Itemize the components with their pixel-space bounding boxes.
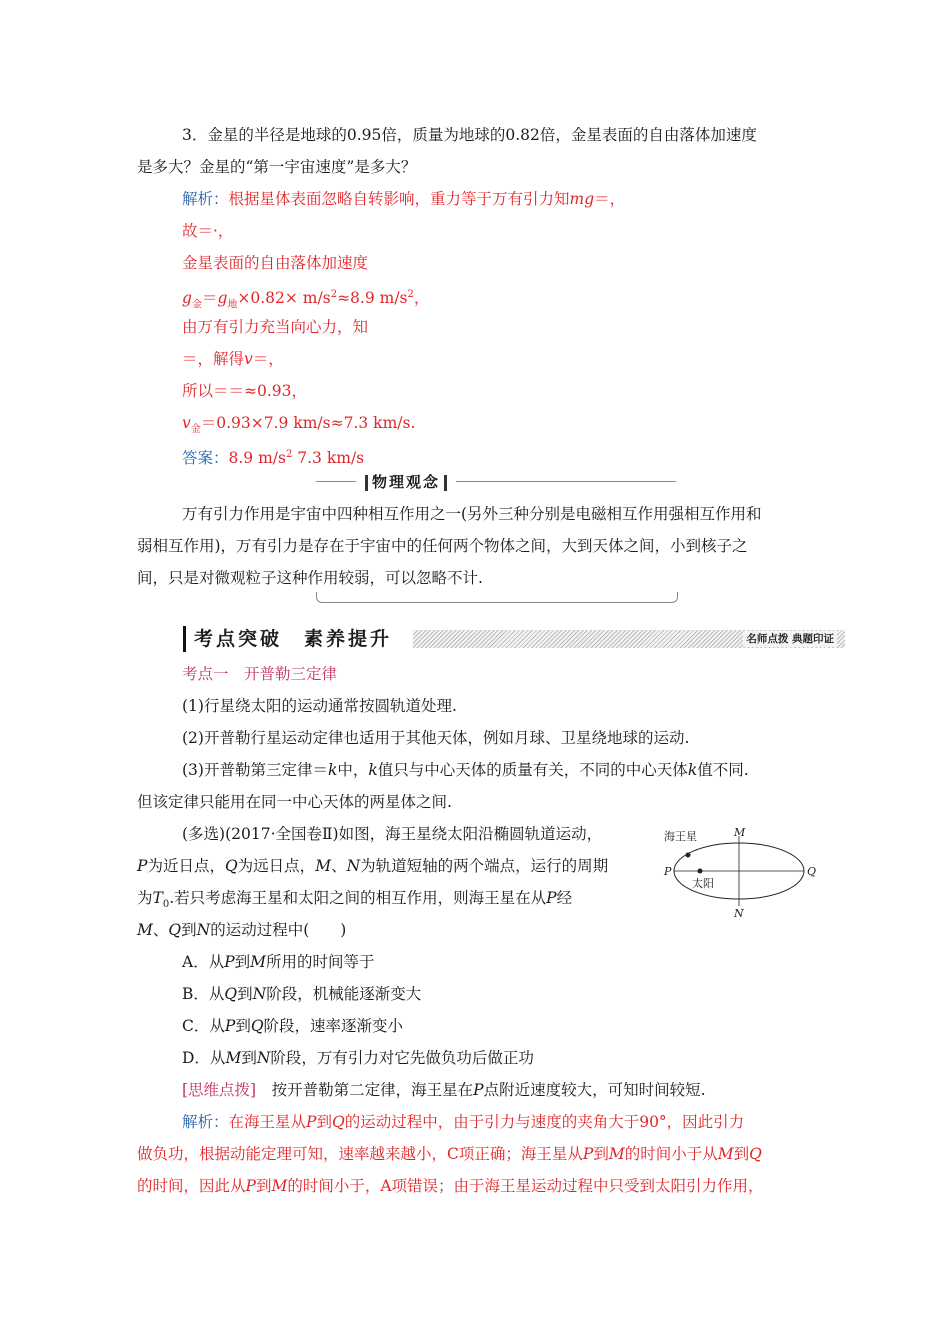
label-Q: Q xyxy=(807,865,817,878)
sol1-c: 的运动过程中，由于引力与速度的夹角大于90°，因此引力 xyxy=(344,1113,745,1131)
hint-a: 按开普勒第二定律，海王星在 xyxy=(271,1081,474,1099)
q3-line2: 是多大？金星的“第一宇宙速度”是多大？ xyxy=(137,158,417,176)
kaodian-heading: 考点一 开普勒三定律 xyxy=(182,665,338,683)
label-M: M xyxy=(734,826,746,839)
sol-label: 解析： xyxy=(182,1113,229,1131)
option-a xyxy=(182,951,375,973)
var-P: P xyxy=(245,1177,256,1195)
var-M: M xyxy=(250,953,267,971)
var-Q: Q xyxy=(331,1113,345,1131)
var-P: P xyxy=(546,889,557,907)
var-g: g xyxy=(182,289,192,308)
option-b xyxy=(182,983,421,1005)
var-g-di: g xyxy=(217,289,228,308)
p3-c: 值只与中心天体的质量有关，不同的中心天体 xyxy=(377,761,688,779)
analysis-text: 根据星体表面忽略自转影响，重力等于万有引力知 xyxy=(228,190,570,208)
q3-line1: 3．金星的半径是地球的0.95倍，质量为地球的0.82倍，金星表面的自由落体加速度 xyxy=(182,126,757,144)
label-P: P xyxy=(664,865,672,878)
optC-b: 到 xyxy=(235,1017,251,1035)
hint-b: 点附近速度较大，可知时间较短. xyxy=(483,1081,706,1099)
l4-sep: 、 xyxy=(152,921,169,939)
var-N: N xyxy=(346,857,361,875)
eq: ＝ xyxy=(201,289,218,308)
var-P: P xyxy=(224,1017,236,1035)
q3-xiangxin: 由万有引力充当向心力，知 xyxy=(182,318,369,336)
option-c xyxy=(182,1015,403,1037)
box-top-left-line xyxy=(316,481,356,482)
analysis-label: 解析： xyxy=(182,190,229,208)
q3-analysis-1 xyxy=(182,188,625,210)
q3-answer xyxy=(182,444,364,469)
label-N: N xyxy=(734,907,744,918)
label-taiyang: 太阳 xyxy=(692,877,714,890)
var-v-jin: v xyxy=(182,414,191,432)
var-M: M xyxy=(225,1049,242,1067)
physics-title-text: 物理观念 xyxy=(371,473,440,491)
jiede-b: ＝， xyxy=(252,350,284,368)
var-M: M xyxy=(717,1145,734,1163)
optD-c: 阶段，万有引力对它先做负功后做正功 xyxy=(270,1049,534,1067)
physics-box-title xyxy=(356,470,456,494)
var-M: M xyxy=(315,857,332,875)
problem-l2 xyxy=(137,855,608,877)
p3-a: (3)开普勒第三定律＝ xyxy=(182,761,328,779)
q3-g-formula xyxy=(182,284,429,316)
sub-jin: 金 xyxy=(191,299,202,311)
g-rest: ×0.82× m/s xyxy=(237,289,331,308)
answer-b: 7.3 km/s xyxy=(292,449,365,468)
g-rest3: ， xyxy=(413,289,430,308)
sup: 2 xyxy=(330,289,338,300)
kaodian-p4: 但该定律只能用在同一中心天体的两星体之间. xyxy=(137,793,452,811)
option-d xyxy=(182,1047,534,1069)
answer-label: 答案： xyxy=(182,449,229,468)
q3-gu: 故＝·， xyxy=(182,222,234,240)
var-k: k xyxy=(687,761,698,779)
title-bar-left xyxy=(365,475,368,491)
optC-a: C．从 xyxy=(182,1017,225,1035)
var-T: T xyxy=(152,889,163,907)
var-P: P xyxy=(306,1113,317,1131)
var-M: M xyxy=(137,921,153,939)
sup: 2 xyxy=(285,449,293,460)
l4-c: 的运动过程中( ) xyxy=(210,921,347,939)
var-v: v xyxy=(244,350,253,368)
var-Q: Q xyxy=(250,1017,264,1035)
p3-d: 值不同. xyxy=(697,761,749,779)
var-P: P xyxy=(224,953,235,971)
sup: 2 xyxy=(407,289,414,300)
var-Q: Q xyxy=(749,1145,762,1163)
jiede-a: ＝，解得 xyxy=(182,350,245,368)
hint-label: [思维点拨] xyxy=(182,1081,257,1099)
optD-b: 到 xyxy=(241,1049,257,1067)
var-M: M xyxy=(608,1145,625,1163)
optB-b: 到 xyxy=(237,985,253,1003)
l4-b: 到 xyxy=(181,921,197,939)
eq-text: ＝， xyxy=(594,190,626,208)
section-title: 考点突破 素养提升 xyxy=(183,626,392,652)
l3-a: 为 xyxy=(137,889,153,907)
q3-v-formula xyxy=(182,412,415,441)
sol2-b: 到 xyxy=(593,1145,609,1163)
kaodian-p2: (2)开普勒行星运动定律也适用于其他天体，例如月球、卫星绕地球的运动. xyxy=(182,729,690,747)
optC-c: 阶段，速率逐渐变小 xyxy=(263,1017,404,1035)
sol3-c: 的时间小于，A项错误；由于海王星运动过程中只受到太阳引力作用， xyxy=(287,1177,764,1195)
box-top-right-line xyxy=(456,481,676,482)
optB-a: B．从 xyxy=(182,985,225,1003)
var-M: M xyxy=(271,1177,288,1195)
section-header-bar xyxy=(183,626,845,652)
problem-l1: (多选)(2017·全国卷Ⅱ)如图，海王星绕太阳沿椭圆轨道运动， xyxy=(182,825,603,843)
section-tag: 名师点拨 典题印证 xyxy=(743,631,837,647)
sol2-c: 的时间小于从 xyxy=(624,1145,718,1163)
sol3-a: 的时间，因此从 xyxy=(137,1177,246,1195)
var-P: P xyxy=(473,1081,484,1099)
var-N: N xyxy=(252,985,267,1003)
sol2-d: 到 xyxy=(733,1145,750,1163)
hint-line xyxy=(182,1079,706,1101)
sol3-b: 到 xyxy=(255,1177,272,1195)
sub-jin: 金 xyxy=(190,424,201,436)
optA-a: A．从 xyxy=(182,953,225,971)
problem-l3 xyxy=(137,887,572,916)
p3-b: 中， xyxy=(337,761,369,779)
l3-c: 经 xyxy=(556,889,573,907)
sub-0: 0 xyxy=(162,899,170,911)
l2-a: 为近日点， xyxy=(147,857,225,875)
q3-jiede xyxy=(182,348,284,370)
l2-c: 、 xyxy=(331,857,347,875)
l2-b: 为远日点， xyxy=(237,857,316,875)
var-N: N xyxy=(256,1049,271,1067)
l2-d: 为轨道短轴的两个端点，运行的周期 xyxy=(360,857,609,875)
var-k: k xyxy=(327,761,338,779)
sol2-a: 做负功，根据动能定理可知，速率越来越小，C项正确；海王星从 xyxy=(137,1145,583,1163)
solution-3 xyxy=(137,1175,764,1197)
var-P: P xyxy=(137,857,148,875)
physics-line1: 万有引力作用是宇宙中四种相互作用之一(另外三种分别是电磁相互作用强相互作用和 xyxy=(182,505,762,523)
neptune-dot xyxy=(686,853,691,858)
answer-a: 8.9 m/s xyxy=(228,449,286,468)
orbit-diagram xyxy=(662,826,822,918)
v-rest: ＝0.93×7.9 km/s≈7.3 km/s. xyxy=(200,414,416,432)
optB-c: 阶段，机械能逐渐变大 xyxy=(266,985,422,1003)
kaodian-p1: (1)行星绕太阳的运动通常按圆轨道处理. xyxy=(182,697,457,715)
l3-b: .若只考虑海王星和太阳之间的相互作用，则海王星在从 xyxy=(169,889,547,907)
problem-l4 xyxy=(137,919,346,941)
label-haiwangxing: 海王星 xyxy=(664,830,697,843)
physics-line2: 弱相互作用)，万有引力是存在于宇宙中的任何两个物体之间，大到天体之间，小到核子之 xyxy=(137,537,748,555)
sol1-b: 到 xyxy=(316,1113,332,1131)
title-bar-right xyxy=(444,475,447,491)
var-P: P xyxy=(582,1145,594,1163)
sun-dot xyxy=(698,869,703,874)
q3-jinxing: 金星表面的自由落体加速度 xyxy=(182,254,369,272)
var-mg: mg xyxy=(569,190,595,208)
physics-line3: 间，只是对微观粒子这种作用较弱，可以忽略不计. xyxy=(137,569,483,587)
optA-c: 所用的时间等于 xyxy=(266,953,375,971)
var-Q: Q xyxy=(224,985,238,1003)
physics-box-bottom xyxy=(316,592,678,603)
var-Q: Q xyxy=(224,857,238,875)
var-k: k xyxy=(368,761,378,779)
sol1-a: 在海王星从 xyxy=(228,1113,307,1131)
solution-2 xyxy=(137,1143,762,1165)
var-Q: Q xyxy=(168,921,182,939)
sub-di: 地 xyxy=(227,299,238,311)
solution-1 xyxy=(182,1111,744,1133)
q3-suoyi: 所以＝＝≈0.93， xyxy=(182,382,307,400)
kaodian-p3 xyxy=(182,759,749,781)
g-rest2: ≈8.9 m/s xyxy=(337,289,408,308)
optA-b: 到 xyxy=(234,953,251,971)
var-N: N xyxy=(196,921,211,939)
optD-a: D．从 xyxy=(182,1049,226,1067)
